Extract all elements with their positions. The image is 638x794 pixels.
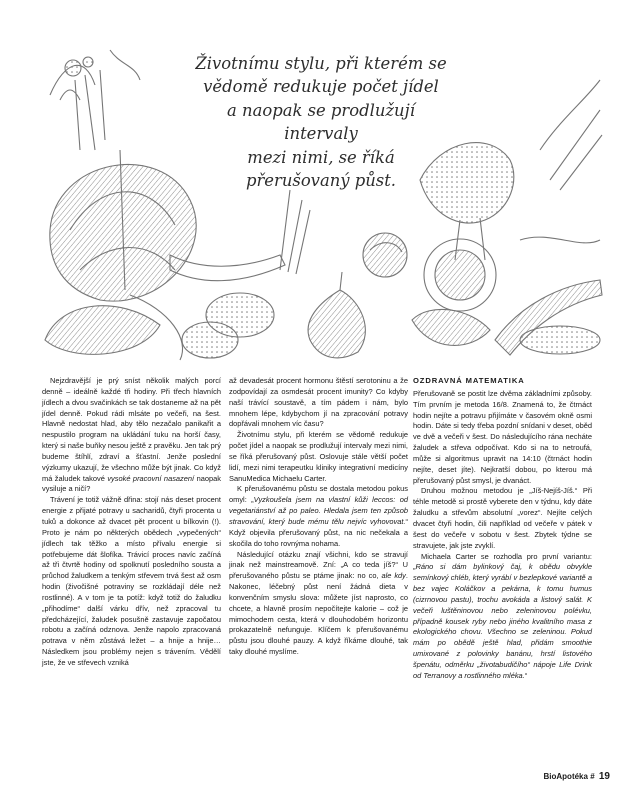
paragraph-text: Michaela Carter se rozhodla pro první variantu: „ [413,551,592,572]
page-number: 19 [598,771,610,782]
section-title: OZDRAVNÁ MATEMATIKA [413,376,525,385]
paragraph-text: Druhou možnou metodou je „Jíš-Nejíš-Jíš.“ Při téhle metodě si prostě vyberete den v týdnu, kdy dáte žaludku a střevům absolutní „vorez“. Nejíte celých dvacet čtyři hodin, čili například od večeře v pátek v šest do večeře v sobotu v šest. Zbytek týdne se stravujete, jak jste zvyklí. [413,486,592,550]
paragraph-text: “ Když objevila přerušovaný půst, na nic nečekala a skočila do toho rovnýma nohama. [229,516,408,548]
page-footer [544,771,611,782]
footer-separator: # [590,772,595,781]
quote-text: vysoké pracovní nasazení [107,473,195,483]
headline-line: přerušovaný půst. [245,171,396,191]
paragraph-text: . Nakonec, léčebný půst není žádná dieta v konvenčním smyslu slova: můžete jíst naprosto, co chcete, a hlavně prosím nepočítejte kalorie – což je mimochodem cesta, která v dlouhodobém horizontu prokazatelně nefunguje. Klíčem k přerušovanému půstu jsou dlouhé pauzy. A když říkáme dlouhé, tak taky dlouhé myslíme. [229,571,408,657]
body-paragraph [413,389,592,487]
headline-line: mezi nimi, se říká [247,147,395,167]
paragraph-text: “ [524,670,528,680]
body-paragraph [229,484,408,549]
body-paragraph [413,552,592,682]
body-paragraph [42,495,221,669]
paragraph-text: Trávení je totiž vážně dřina: stojí nás deset procent energie z přijaté potravy u sacharidů, čtyři procenta u tuků a dokonce až dvacet pět procent u bílkovin (!). Proto je nám po některých obědech „vypečených“ jídlech tak těžko a místo přívalu energie si potřebujeme dát šlofíka. Trávicí proces navíc začíná až tři čtvrtě hodiny od spolknutí posledního sousta a průchod žaludkem a tenkým střevem trvá šest až osm hodin (živočišné potraviny se rozkládají déle než rostlinné). A v tom je ta potíž: když totiž do žaludku „přihodíme“ další várku dřív, než zpracoval tu předcházející, žaludek posušně zastavuje započatou robotu a začíná odznova. Jenže napolo zpracovaná potrava v něm zůstává ležet – a hnije a hnije… Následkem jsou problémy nejen s trávením. Vědělí jste, že ve střevech vzniká [42,495,221,667]
body-paragraph [229,430,408,484]
paragraph-text: naopak vysiluje a ničí? [42,473,221,494]
quote-text: ale kdy [381,571,406,581]
headline-line: vědomě redukuje počet jídel [203,77,439,97]
magazine-name: BioApotéka [543,772,588,781]
body-paragraph [229,376,408,430]
paragraph-text: Životnímu stylu, při kterém se vědomě redukuje počet jídel a naopak se prodlužují intervaly mezi nimi, se říká přerušovaný půst. Oslovuje stále větší počet lidí, mezi nimi terapeutku kliniky integrativní medicíny SanuMedica Michaelu Carter. [229,430,408,483]
text-column-1 [42,376,221,669]
body-paragraph [42,376,221,495]
headline-line: a naopak se prodlužují intervaly [227,100,415,144]
quote-text: Ráno si dám bylinkový čaj, k obědu obvykle semínkový chléb, který vyrábí v bezlepkové variantě a bez vajec Koláčkov a pekárna, k tomu humus (cizrnovou pastu), trochu avokáda a listový salát. K večeři luštěninovou nebo zeleninovou polévku, případně kousek ryby nebo jiného kvalitního masa z ekologického chovu. Všechno se zeleninou. Pokud mám po obědě ještě hlad, přidám smoothie umixované z polovinky banánu, hrstí listového špenátu, odměrku „životabudičího“ nápoje Life Drink od Terranovy a rostlinného mléka. [413,562,592,680]
paragraph-text: Následující otázku znají všichni, kdo se stravují jinak než mainstreamově. Zní: „A co teda jíš?“ U přerušovaného půstu se ptáme jinak: no co, [229,549,408,581]
paragraph-text: Přerušovaně se postit lze dvěma základními způsoby. Tím prvním je metoda 16/8. Znamená to, že čtrnáct hodin nejíte a potravu přijímáte v časovém okně osmi hodin. Dáte si tedy třeba pozdní snídani v deset, oběd ve dvě a večeři v šest. Do následujícího rána necháte žaludek a střeva odpočívat. Kdo si na to netroufá, může si algoritmus upravit na 14:10 (čtrnáct hodin nejíte, deset jíte). Nejkratší dobou, po kterou má přerušovaný půst smysl, je dvanáct. [413,388,592,485]
text-column-3 [413,376,592,682]
paragraph-text: K přerušovanému půstu se dostala metodou pokus omyl: „ [229,484,408,505]
body-paragraph [229,550,408,658]
quote-text: Vyzkoušela jsem na vlastní kůži leccos: od vegetariánství až po paleo. Hledala jsem ten způsob stravování, který bude mému tělu nejvíc vyhovovat. [229,495,408,526]
headline-line: Životnímu stylu, při kterém se [195,54,447,73]
text-column-2 [229,376,408,658]
headline-quote [192,52,450,192]
paragraph-text: Nejzdravější je prý sníst několik malých porcí denně – ideálně každé tři hodiny. Při třech hlavních jídlech a dvou svačinkách se tak dostaneme až na pět jídel denně. Pokud rádi mlsáte po večeři, na šest. Hlavně nedostat hlad, aby tělo nezačalo panikařit a nespustilo program na ukládání tuku na horší časy, který si naše buňky nesou ještě z pravěku. Jen tak prý budeme štíhlí, zdraví a šťastní. Jenže poslední výzkumy ukazují, že všechno může být jinak. Co když má žaludek takové [42,376,221,483]
paragraph-text: až devadesát procent hormonu štěstí serotoninu a že zodpovídají za osmdesát procent imunity? Co kdyby naší trávící soustavě, a tím pádem i nám, bylo mnohem lépe, kdybychom jí na zpracování potravy dopřávali mnohem víc času? [229,376,408,429]
body-paragraph [413,486,592,551]
